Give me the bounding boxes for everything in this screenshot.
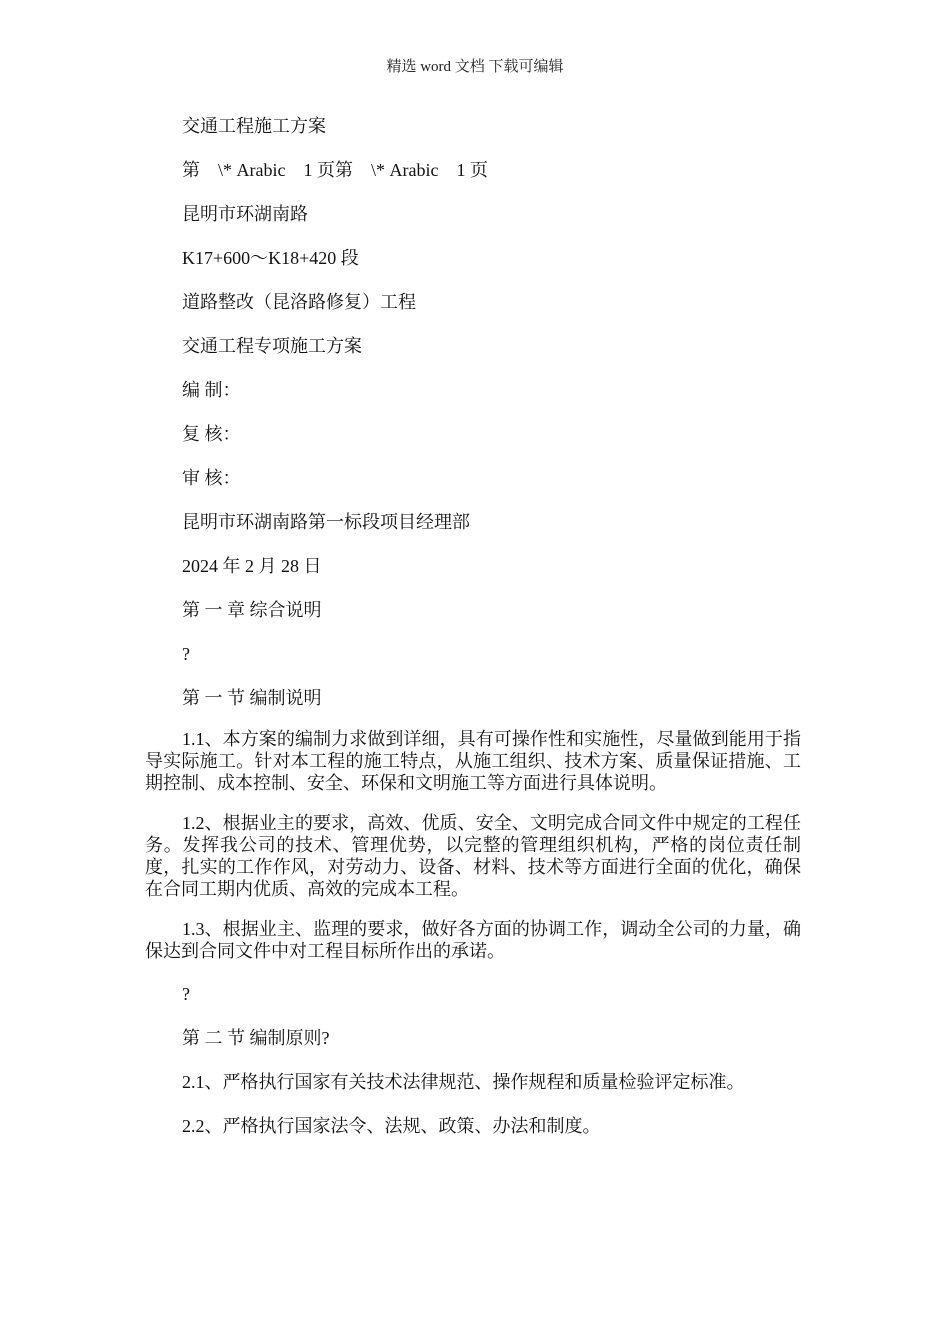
doc-title: 交通工程施工方案 [182,116,326,136]
plan-title: 交通工程专项施工方案 [182,336,362,356]
compiled-by-label: 编 制： [182,380,241,400]
reviewed-by-label: 复 核： [182,424,241,444]
approved-by-label: 审 核： [182,468,241,488]
organization-name: 昆明市环湖南路第一标段项目经理部 [182,512,470,532]
principle-item: 2.1、严格执行国家有关技术法律规范、操作规程和质量检验评定标准。 [182,1072,745,1092]
page-header: 精选 word 文档 下载可编辑 [386,59,564,75]
section-heading: 第 一 节 编制说明 [182,688,322,708]
document-date: 2024 年 2 月 28 日 [182,556,322,576]
placeholder-mark: ? [182,984,190,1004]
body-paragraph: 1.1、本方案的编制力求做到详细，具有可操作性和实施性，尽量做到能用于指导实际施工。针对本工程的施工特点，从施工组织、技术方案、质量保证措施、工期控制、成本控制、安全、环保和文明施工等方面进行具体说明。 [145,729,801,793]
section-heading: 第 二 节 编制原则? [182,1028,330,1048]
placeholder-mark: ? [182,644,190,664]
road-name: 昆明市环湖南路 [182,204,308,224]
project-name: 道路整改（昆洛路修复）工程 [182,292,416,312]
section-range: K17+600～K18+420 段 [182,248,359,268]
page-field-code: 第 \* Arabic 1 页第 \* Arabic 1 页 [182,160,488,180]
chapter-heading: 第 一 章 综合说明 [182,600,322,620]
principle-item: 2.2、严格执行国家法令、法规、政策、办法和制度。 [182,1116,601,1136]
document-body [145,112,801,1156]
body-paragraph: 1.3、根据业主、监理的要求，做好各方面的协调工作，调动全公司的力量，确保达到合同文件中对工程目标所作出的承诺。 [145,919,801,961]
body-paragraph: 1.2、根据业主的要求，高效、优质、安全、文明完成合同文件中规定的工程任务。发挥我公司的技术、管理优势，以完整的管理组织机构，严格的岗位责任制度，扎实的工作作风，对劳动力、设备、材料、技术等方面进行全面的优化，确保在合同工期内优质、高效的完成本工程。 [145,813,801,899]
